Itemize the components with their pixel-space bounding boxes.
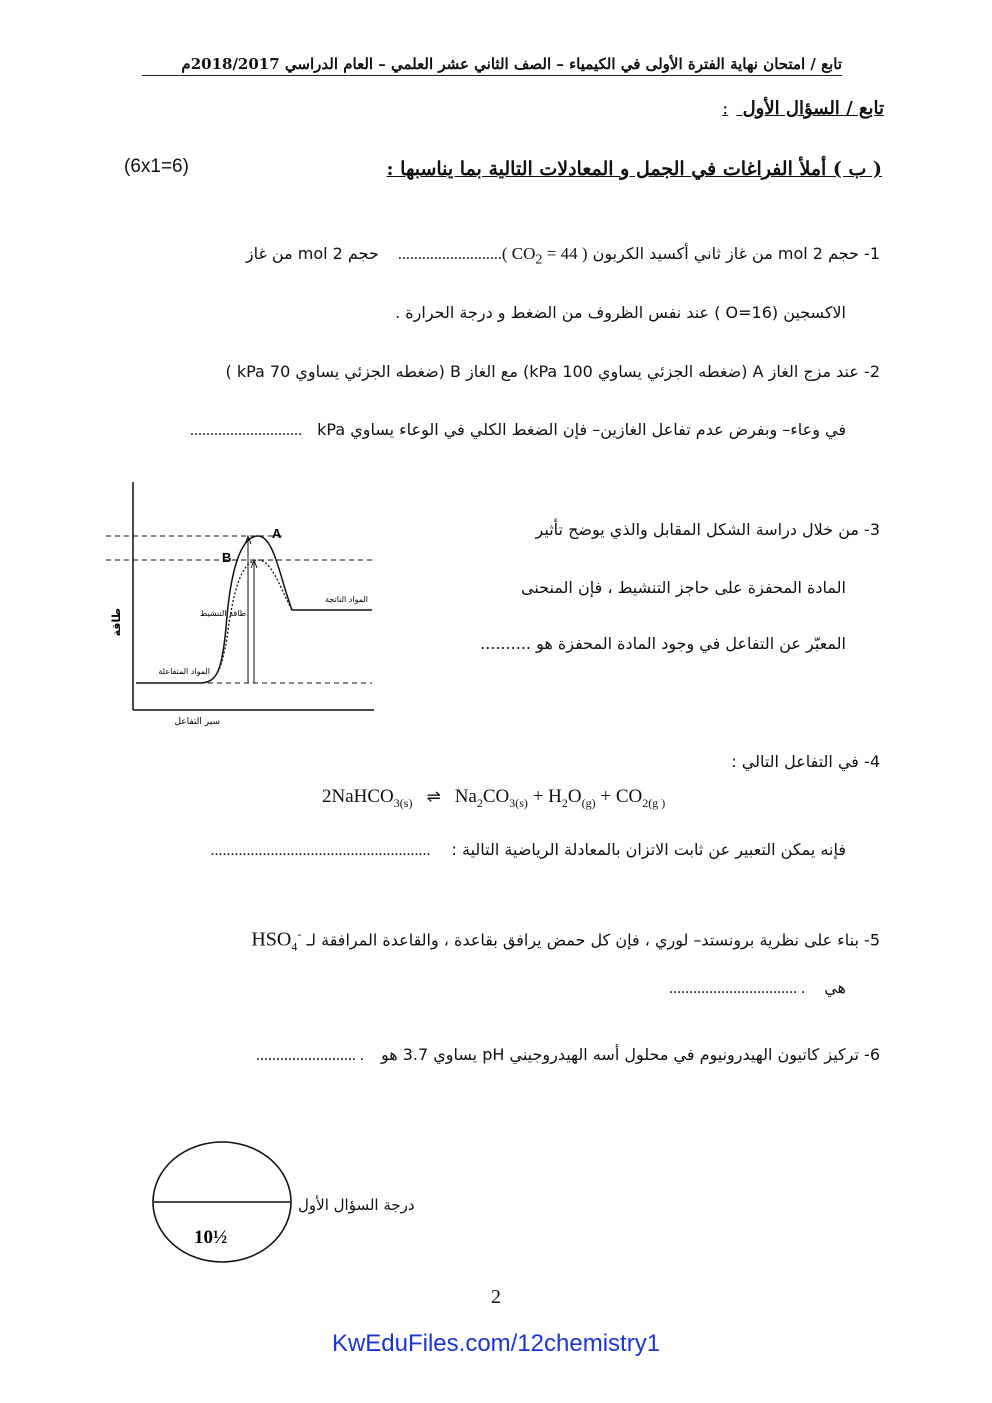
page-number: 2 — [491, 1286, 501, 1308]
reaction-equation: 2NaHCO$_{3(s)}$ ⇌ $Na_2CO_{3(s)} + H_2O_{(g)} + CO_{2(g )}$ — [322, 786, 666, 810]
grade-label: درجة السؤال الأول — [298, 1196, 415, 1214]
activation-label: طاقة التنشيط — [199, 609, 246, 618]
question-6-blank[interactable]: ......................... . — [255, 1047, 364, 1064]
part-b-heading: ( ب ) أملأ الفراغات في الجمل و المعادلات التالية بما يناسبها : — [386, 158, 882, 180]
reactants-label: المواد المتفاعلة — [158, 667, 210, 676]
question-5-text-1: بناء على نظرية برونستد– لوري ، فإن كل حمض يرافق بقاعدة ، والقاعدة المرافقة لـ — [306, 930, 859, 950]
question-4-line-1 — [380, 752, 880, 771]
question-6-line-1 — [80, 1045, 880, 1065]
question-2-text-1: عند مزج الغاز A (ضغطه الجزئي يساوي 100 kPa) مع الغاز B (ضغطه الجزئي يساوي 70 kPa ) — [225, 362, 859, 381]
question-3-line-1 — [420, 520, 880, 539]
question-3-line-2: المادة المحفزة على حاجز التنشيط ، فإن المنحنى — [520, 578, 846, 597]
curve-b — [199, 560, 292, 683]
question-1-text-a: حجم 2 mol من غاز ثاني أكسيد الكربون — [592, 244, 859, 263]
question-4-blank[interactable]: ....................................................... — [210, 842, 431, 859]
hso4-ion: $HSO_4^-$ — [251, 927, 302, 954]
grade-value: 10½ — [194, 1227, 228, 1248]
section-title-colon: : — [722, 98, 729, 119]
question-2-number: 2- — [864, 362, 880, 381]
question-1-number: 1- — [864, 244, 880, 263]
question-6-number: 6- — [864, 1045, 880, 1064]
question-6-text-1: تركيز كاتيون الهيدرونيوم في محلول أسه الهيدروجيني pH يساوي 3.7 هو — [380, 1045, 859, 1064]
question-2-text-2: في وعاء– وبفرض عدم تفاعل الغازين– فإن الضغط الكلي في الوعاء يساوي kPa — [317, 420, 846, 439]
x-axis-label: سير التفاعل — [174, 717, 220, 727]
question-1-line-1 — [80, 244, 880, 268]
question-4-line-2 — [86, 840, 846, 860]
y-axis-label: طاقة — [110, 608, 123, 637]
label-b: B — [222, 550, 232, 565]
question-3-number: 3- — [864, 520, 880, 539]
question-5-text-2: هي — [824, 978, 846, 997]
energy-diagram — [100, 478, 390, 728]
question-3-text-1: من خلال دراسة الشكل المقابل والذي يوضح تأثير — [535, 520, 859, 539]
question-2-line-2 — [86, 420, 846, 440]
grade-circle — [150, 1138, 300, 1268]
question-5-number: 5- — [864, 930, 880, 950]
co2-formula: ( $CO_2 = 44$ ) — [501, 244, 588, 268]
question-2-line-1 — [80, 362, 880, 381]
question-3-line-3: المعبّر عن التفاعل في وجود المادة المحفزة هو .......... — [480, 634, 846, 653]
section-title — [722, 98, 884, 119]
question-1-blank[interactable]: .......................... — [397, 246, 502, 263]
question-5-line-1 — [80, 927, 880, 955]
section-title-text: تابع / السؤال الأول — [742, 98, 884, 119]
question-2-blank[interactable]: ............................ — [190, 422, 303, 439]
exam-header: تابع / امتحان نهاية الفترة الأولى في الكيمياء – الصف الثاني عشر العلمي – العام الدراسي 2018/2017م — [142, 55, 842, 76]
footer-link[interactable]: KwEduFiles.com/12chemistry1 — [331, 1330, 661, 1357]
label-a: A — [272, 526, 282, 541]
part-b-score: (6x1=6) — [124, 156, 189, 177]
question-1-text-c: حجم 2 mol من غاز — [245, 244, 379, 263]
question-5-blank[interactable]: ................................ . — [669, 980, 806, 997]
question-4-text-1: في التفاعل التالي : — [731, 752, 859, 771]
question-4-number: 4- — [864, 752, 880, 771]
question-1-line-2: الاكسجين (O=16 ) عند نفس الظروف من الضغط و درجة الحرارة . — [395, 303, 846, 322]
products-label: المواد الناتجة — [325, 595, 368, 604]
question-5-line-2 — [446, 978, 846, 998]
question-4-text-2: فإنه يمكن التعبير عن ثابت الاتزان بالمعادلة الرياضية التالية : — [451, 840, 846, 859]
